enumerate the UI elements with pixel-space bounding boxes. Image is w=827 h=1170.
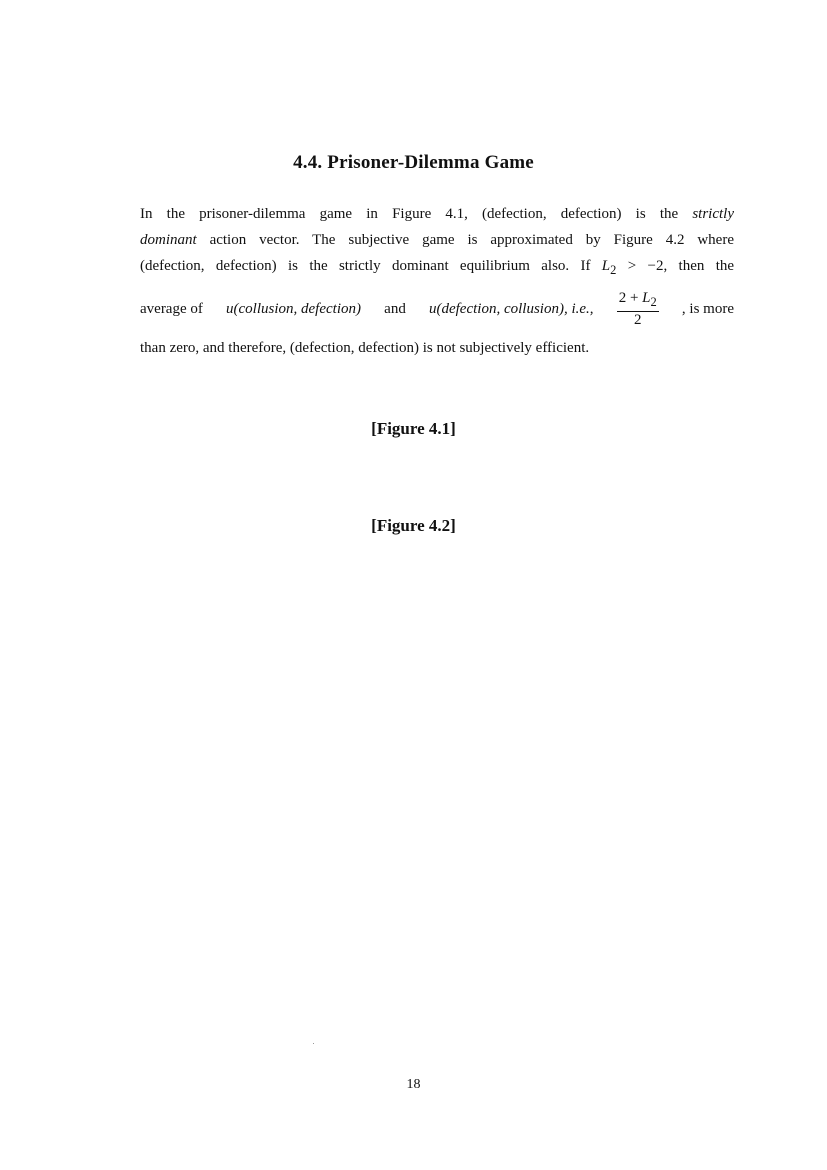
paragraph-line-4: average of u(collusion, defection) and u(defection, collusion), i.e., $\frac{2 + L_2}{2}$ , is more (140, 289, 734, 328)
paragraph-line-1: In the prisoner-dilemma game in Figure 4.1, (defection, defection) is the strictly (140, 206, 734, 222)
section-title: 4.4. Prisoner-Dilemma Game (293, 152, 534, 173)
paragraph-line-5: than zero, and therefore, (defection, defection) is not subjectively efficient. (140, 340, 590, 356)
page-number: 18 (406, 1077, 421, 1092)
body-paragraph (140, 201, 734, 361)
paragraph-line-3: (defection, defection) is the strictly dominant equilibrium also. If $L_2 > -2$, then the (140, 258, 735, 277)
paragraph-line-2: dominant action vector. The subjective game is approximated by Figure 4.2 where (140, 232, 734, 248)
figure-4-2-placeholder: [Figure 4.2] (371, 516, 456, 535)
fraction: $\frac{2 + L_2}{2}$ (618, 289, 657, 328)
figure-4-1-placeholder: [Figure 4.1] (371, 419, 456, 438)
speck (313, 1043, 314, 1044)
